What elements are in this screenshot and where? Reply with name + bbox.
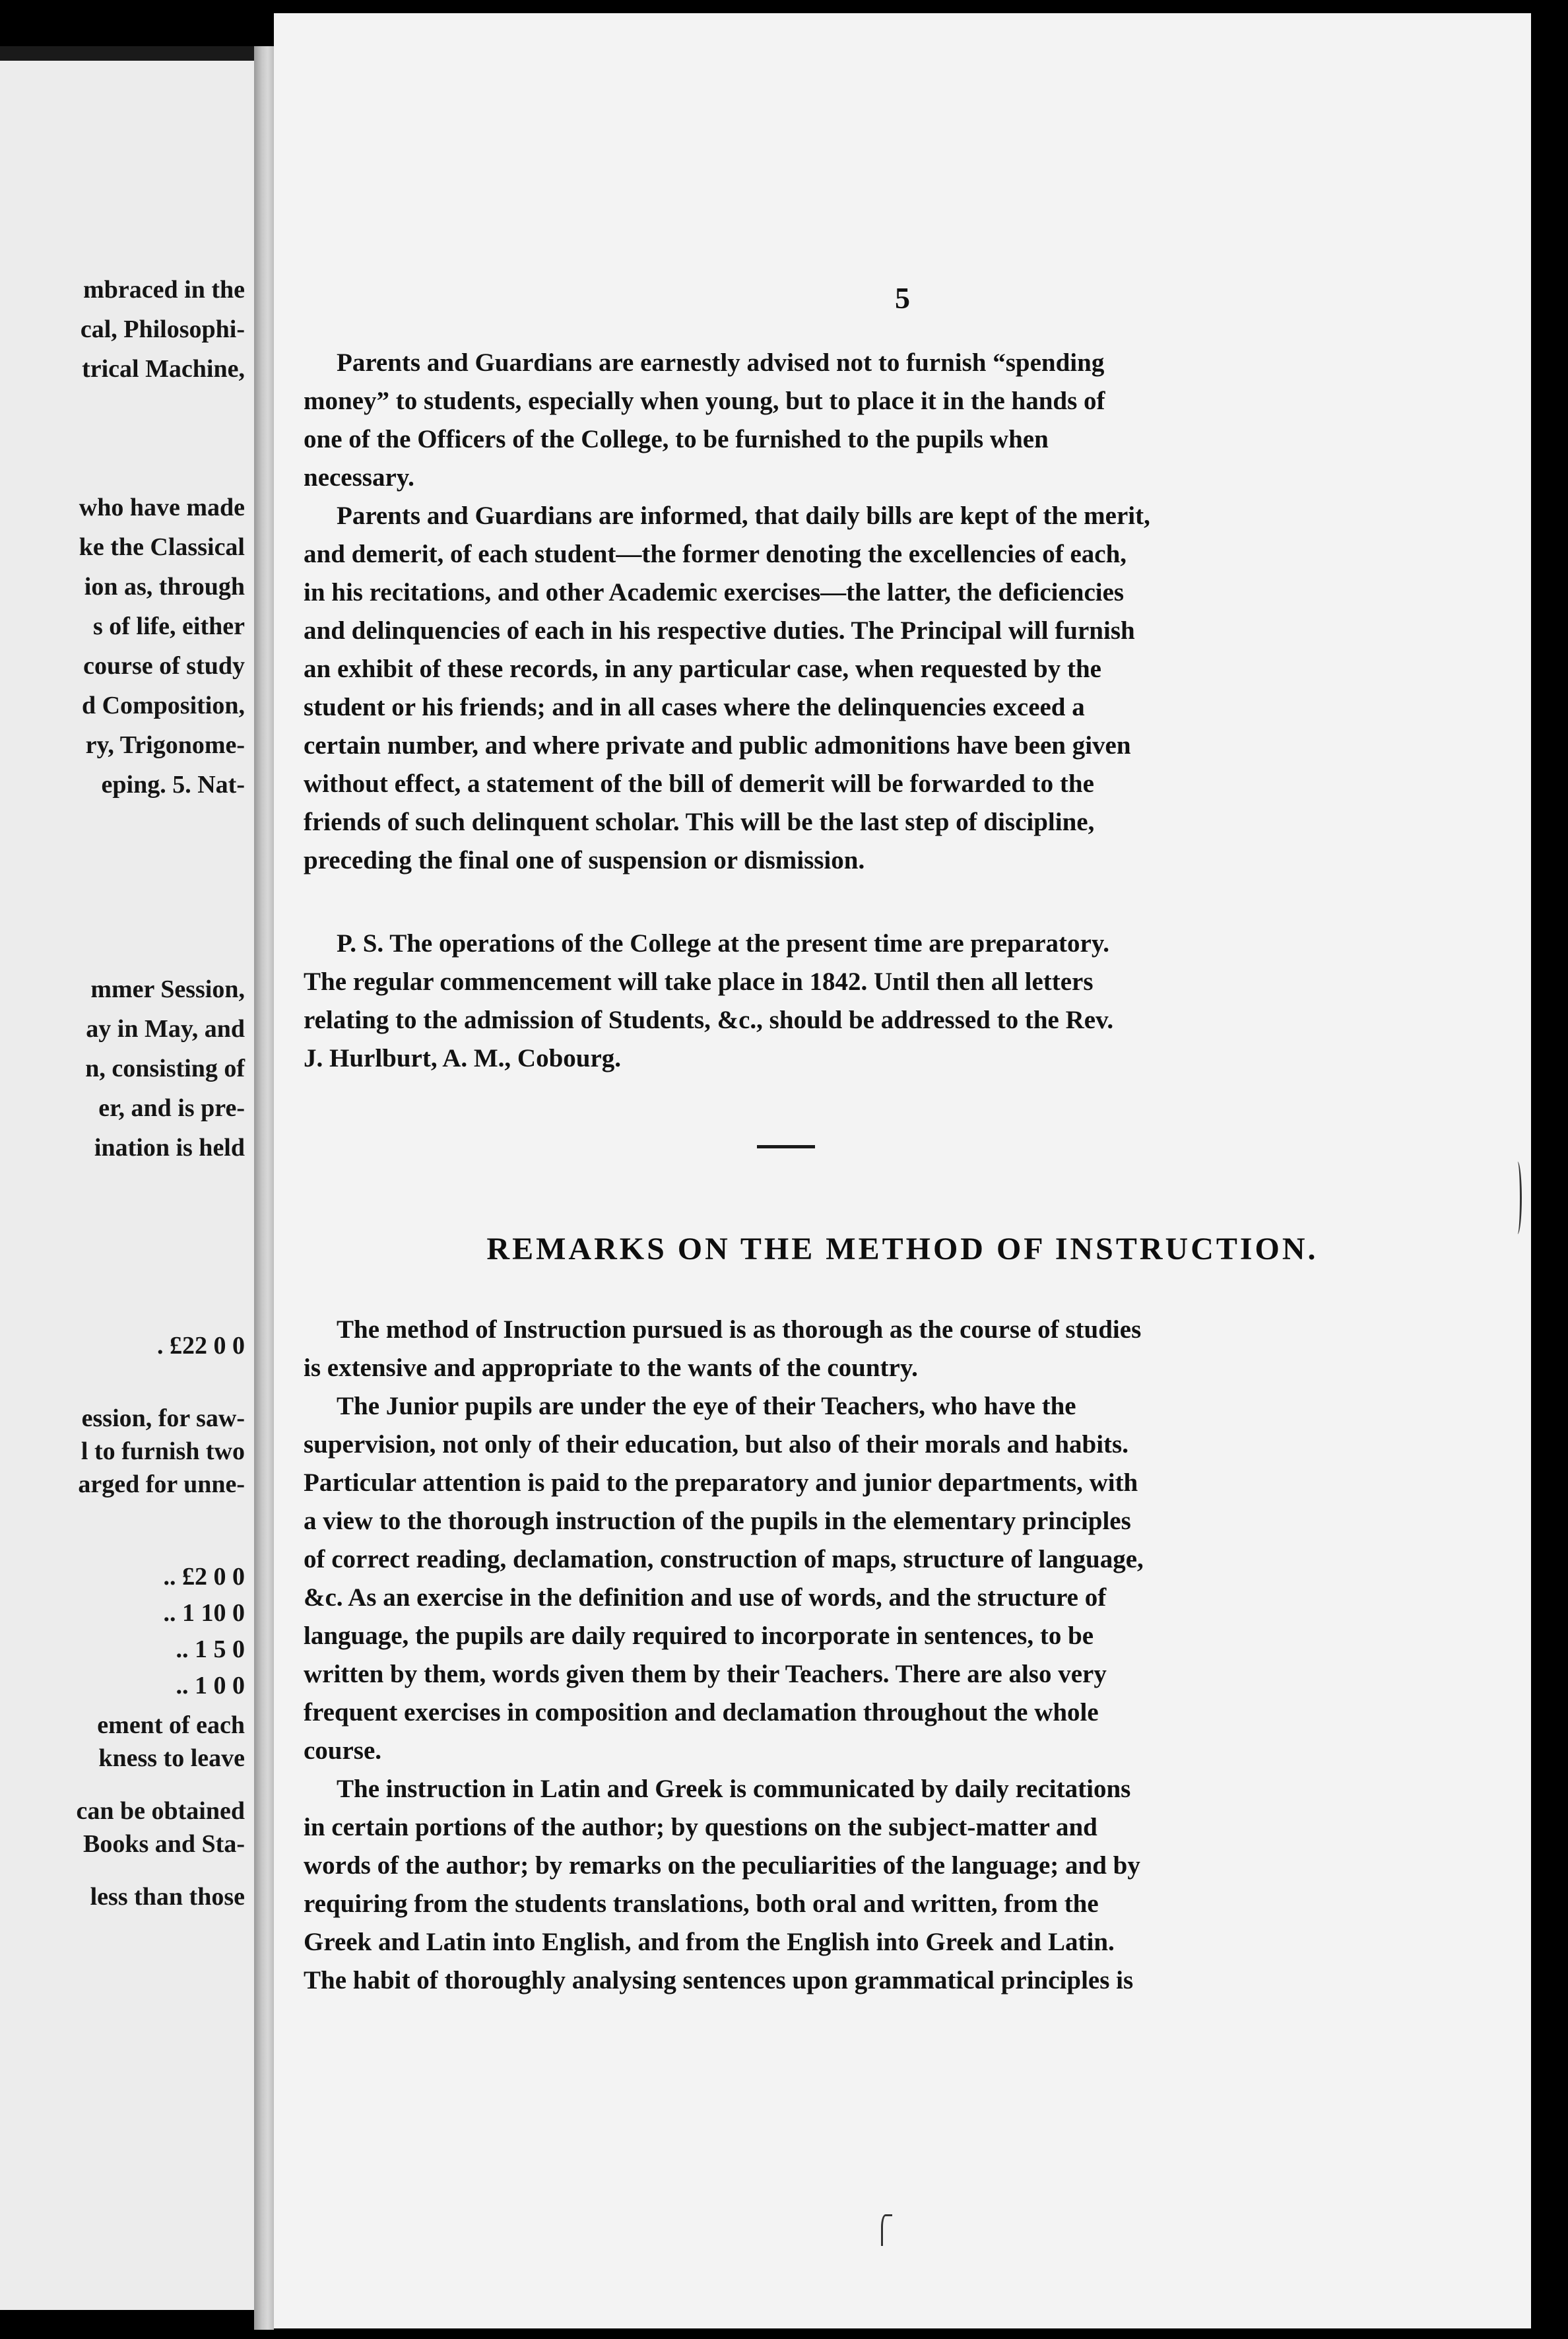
previous-page-line: er, and is pre- [98, 1094, 245, 1122]
text-line: and demerit, of each student—the former denoting the excellencies of each, [304, 540, 1127, 568]
text-line: without effect, a statement of the bill of demerit will be forwarded to the [304, 770, 1094, 798]
text-line: of correct reading, declamation, construction of maps, structure of language, [304, 1545, 1144, 1573]
section-divider [757, 1145, 815, 1148]
book-gutter [254, 46, 274, 2330]
previous-page-line: cal, Philosophi- [80, 315, 245, 343]
text-line: language, the pupils are daily required to incorporate in sentences, to be [304, 1622, 1094, 1650]
binding-shadow [0, 46, 264, 61]
text-line: requiring from the students translations, both oral and written, from the [304, 1890, 1099, 1918]
text-line: J. Hurlburt, A. M., Cobourg. [304, 1044, 622, 1072]
previous-page-line: .. 1 5 0 [176, 1635, 245, 1663]
text-line: in certain portions of the author; by questions on the subject-matter and [304, 1813, 1097, 1841]
previous-page-line: ination is held [94, 1134, 245, 1162]
previous-page-line: course of study [83, 652, 245, 680]
text-line: preceding the final one of suspension or dismission. [304, 846, 865, 874]
previous-page-line: ession, for saw- [81, 1404, 245, 1432]
text-line: The Junior pupils are under the eye of their Teachers, who have the [337, 1392, 1076, 1420]
previous-page-line: ement of each [97, 1711, 245, 1739]
previous-page-line: can be obtained [76, 1797, 245, 1825]
previous-page-line: eping. 5. Nat- [101, 771, 245, 799]
text-line: relating to the admission of Students, &c., should be addressed to the Rev. [304, 1006, 1114, 1034]
text-line: is extensive and appropriate to the wants of the country. [304, 1354, 918, 1382]
previous-page-line: trical Machine, [82, 355, 245, 383]
previous-page-line: .. 1 10 0 [163, 1599, 245, 1627]
text-line: necessary. [304, 463, 414, 492]
previous-page-line: s of life, either [92, 612, 245, 640]
text-line: course. [304, 1736, 382, 1765]
previous-page-line: ke the Classical [79, 533, 245, 561]
text-line: The method of Instruction pursued is as thorough as the course of studies [337, 1315, 1142, 1344]
text-line: P. S. The operations of the College at the present time are preparatory. [337, 929, 1109, 958]
paper-edge-mark [1513, 1162, 1522, 1234]
text-line: words of the author; by remarks on the peculiarities of the language; and by [304, 1851, 1140, 1880]
previous-page-line: . £22 0 0 [157, 1332, 245, 1360]
text-line: money” to students, especially when young, but to place it in the hands of [304, 387, 1105, 415]
document-page [274, 13, 1531, 2328]
text-line: one of the Officers of the College, to be furnished to the pupils when [304, 425, 1049, 453]
text-line: in his recitations, and other Academic exercises—the latter, the deficiencies [304, 578, 1125, 607]
ink-mark [881, 2214, 892, 2246]
text-line: Parents and Guardians are earnestly advised not to furnish “spending [337, 348, 1105, 377]
text-line: an exhibit of these records, in any particular case, when requested by the [304, 655, 1101, 683]
text-line: The habit of thoroughly analysing sentences upon grammatical principles is [304, 1966, 1134, 1994]
text-line: friends of such delinquent scholar. This will be the last step of discipline, [304, 808, 1095, 836]
previous-page-line: mbraced in the [83, 276, 245, 304]
text-line: &c. As an exercise in the definition and use of words, and the structure of [304, 1583, 1107, 1612]
previous-page-edge [0, 59, 254, 2310]
previous-page-line: Books and Sta- [83, 1830, 245, 1858]
previous-page-line: .. £2 0 0 [163, 1563, 245, 1591]
text-line: supervision, not only of their education, but also of their morals and habits. [304, 1430, 1128, 1459]
page-number: 5 [895, 281, 910, 315]
text-line: a view to the thorough instruction of the pupils in the elementary principles [304, 1507, 1131, 1535]
previous-page-line: ion as, through [84, 573, 245, 601]
text-line: The instruction in Latin and Greek is communicated by daily recitations [337, 1775, 1131, 1803]
text-line: student or his friends; and in all cases where the delinquencies exceed a [304, 693, 1085, 721]
previous-page-line: kness to leave [98, 1744, 245, 1772]
previous-page-line: less than those [90, 1883, 245, 1911]
text-line: The regular commencement will take place in 1842. Until then all letters [304, 968, 1094, 996]
previous-page-line: ay in May, and [86, 1015, 245, 1043]
text-line: written by them, words given them by their Teachers. There are also very [304, 1660, 1107, 1688]
previous-page-line: mmer Session, [90, 975, 245, 1003]
previous-page-line: d Composition, [81, 692, 245, 719]
previous-page-line: arged for unne- [78, 1470, 245, 1498]
text-line: Greek and Latin into English, and from the English into Greek and Latin. [304, 1928, 1115, 1956]
previous-page-line: ry, Trigonome- [85, 731, 245, 759]
text-line: certain number, and where private and public admonitions have been given [304, 731, 1131, 760]
text-line: frequent exercises in composition and declamation throughout the whole [304, 1698, 1099, 1727]
text-line: and delinquencies of each in his respective duties. The Principal will furnish [304, 616, 1135, 645]
section-heading: REMARKS ON THE METHOD OF INSTRUCTION. [486, 1232, 1319, 1267]
text-line: Parents and Guardians are informed, that daily bills are kept of the merit, [337, 502, 1150, 530]
previous-page-line: l to furnish two [81, 1437, 245, 1465]
previous-page-line: n, consisting of [85, 1055, 245, 1082]
previous-page-line: who have made [79, 494, 245, 521]
text-line: Particular attention is paid to the preparatory and junior departments, with [304, 1468, 1138, 1497]
previous-page-line: .. 1 0 0 [176, 1672, 245, 1699]
